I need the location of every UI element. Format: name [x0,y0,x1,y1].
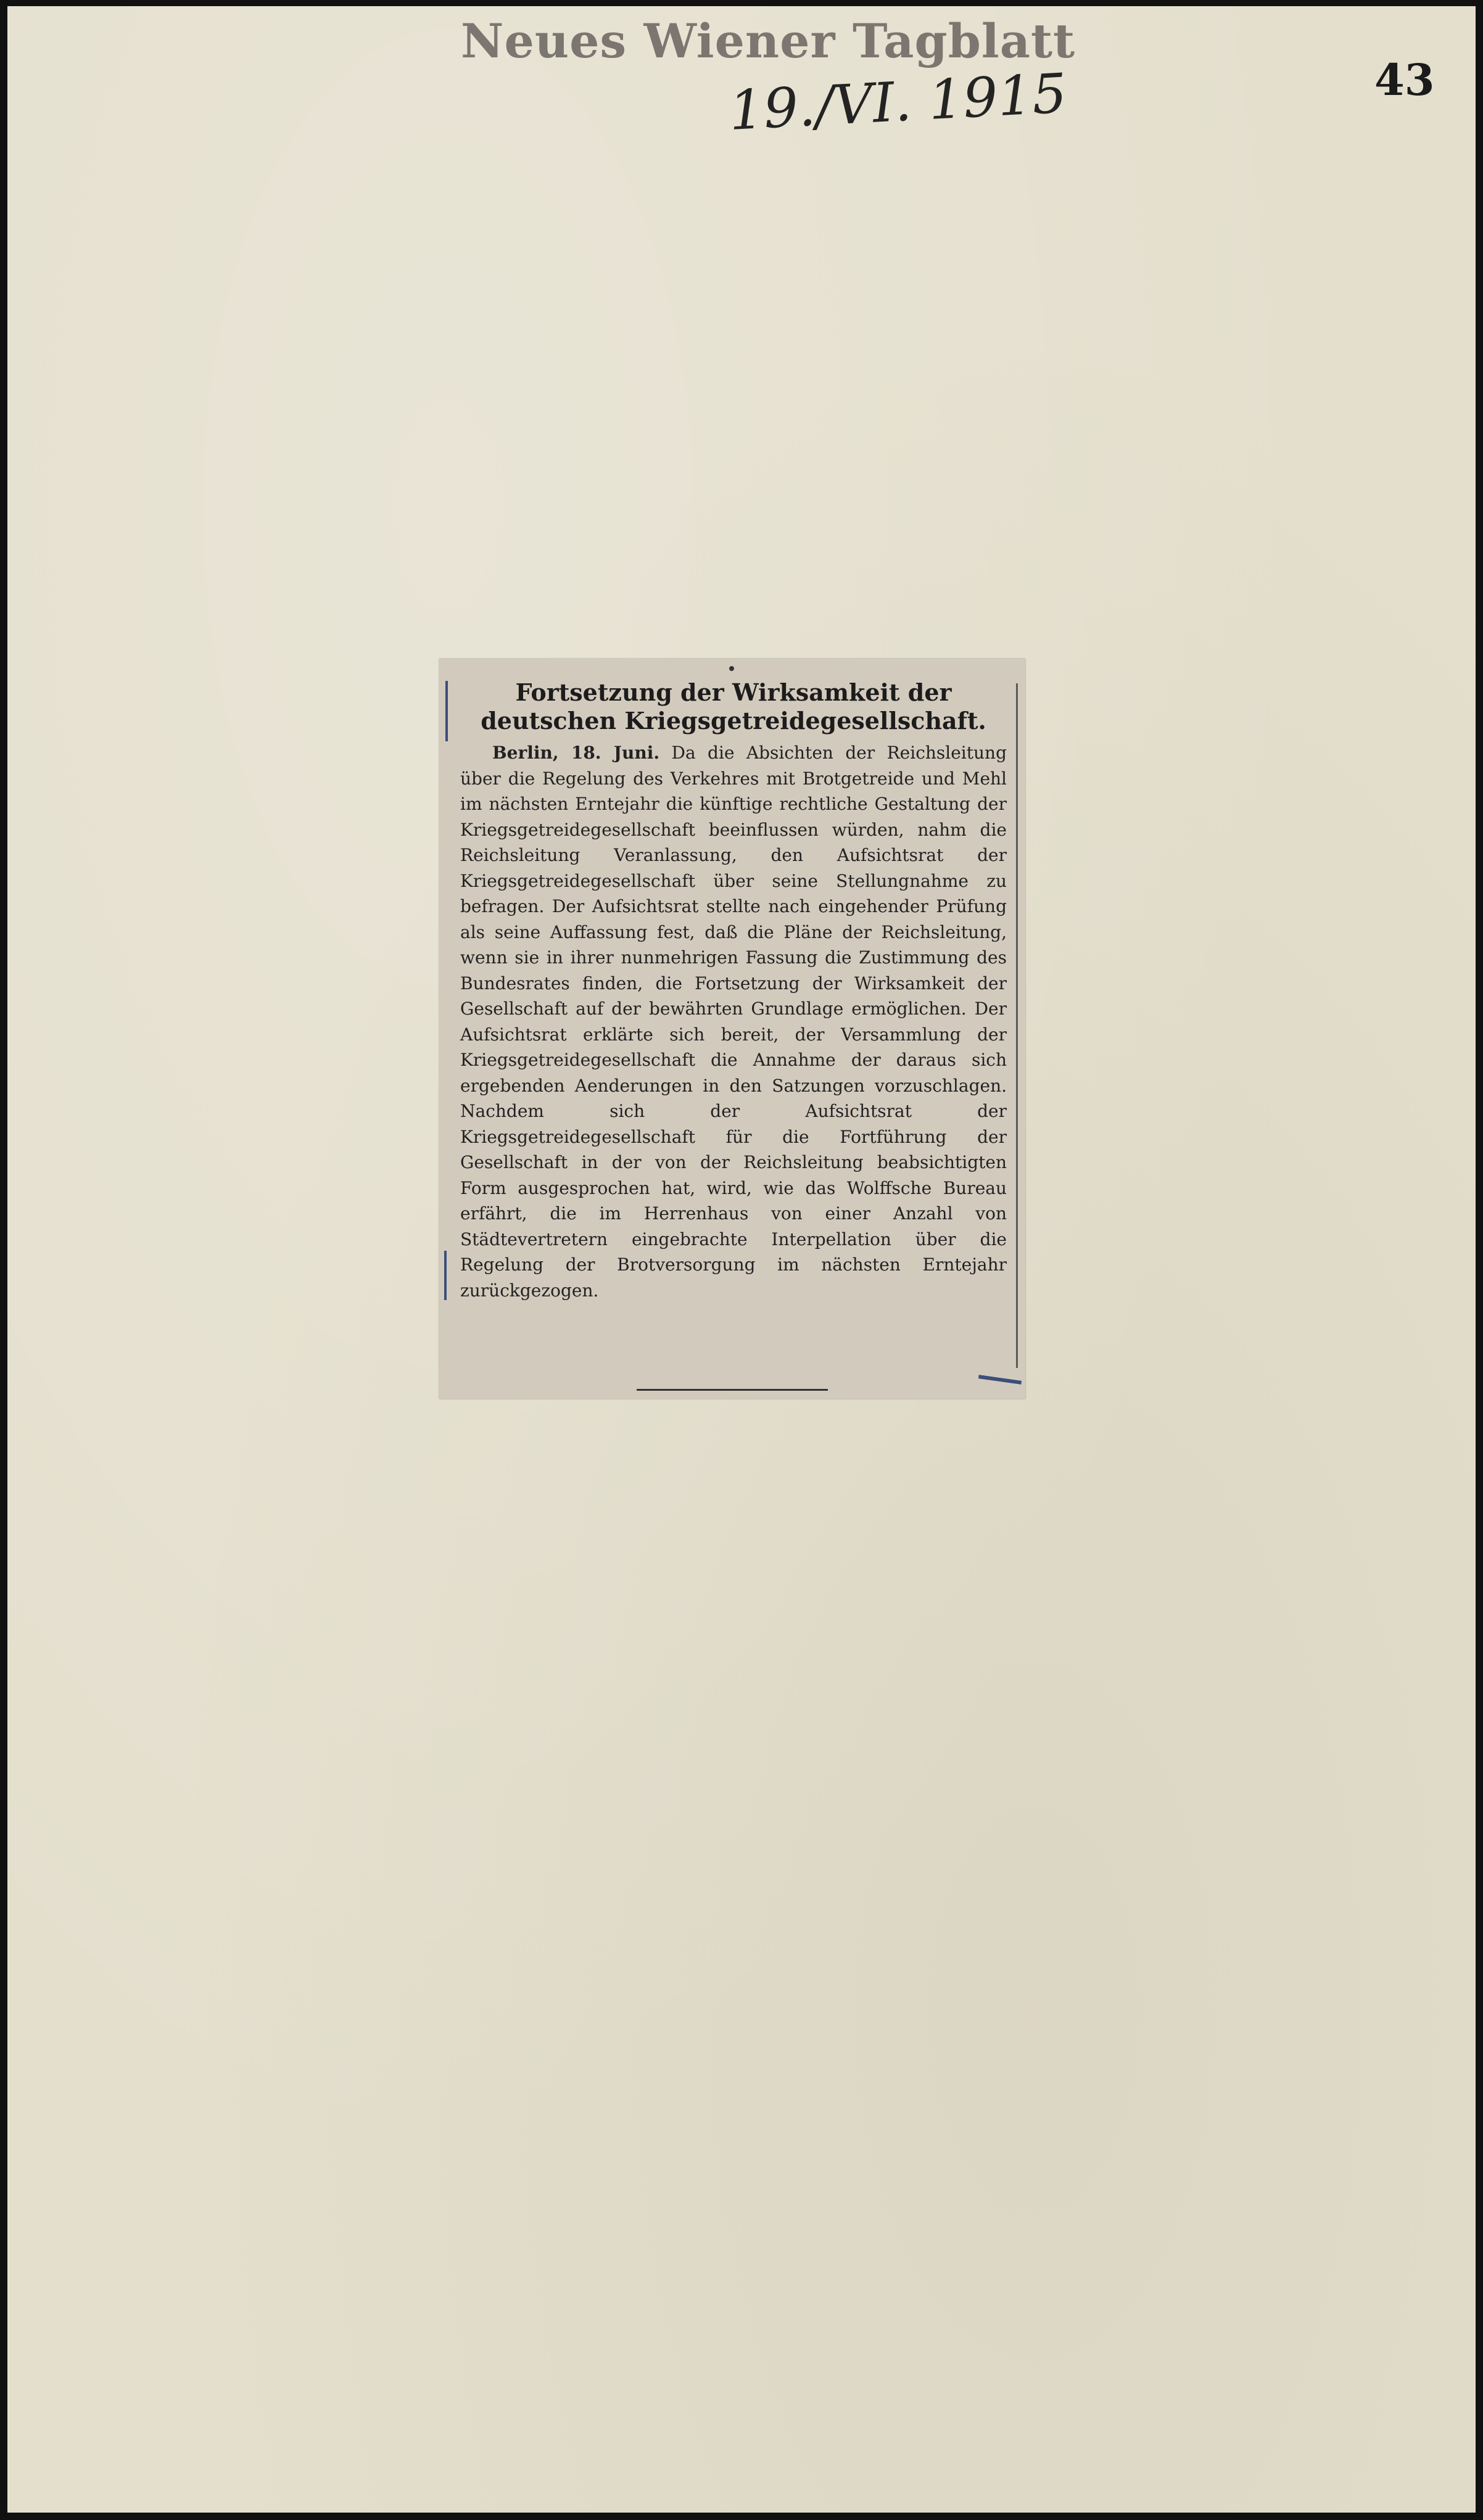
clipping-left-pencil-mark-lower [444,1251,447,1300]
clipping-headline: Fortsetzung der Wirksamkeit der deutschen Kriegsgetreidegesellschaft. [481,678,986,735]
clipping-dateline: Berlin, 18. Juni. [492,743,660,763]
handwritten-date: 19./VI. 1915 [727,61,1068,142]
clipping-left-pencil-mark [445,681,448,741]
newspaper-stamp: Neues Wiener Tagblatt [461,14,1076,68]
clipping-end-rule [637,1389,828,1391]
clipping-bottom-pencil-mark [978,1375,1022,1385]
clipping-dot-mark [729,666,734,671]
clipping-body-text: Da die Absichten der Reichsleitung über die Regelung des Verkehres mit Brotgetreide und Mehl im nächsten Erntejahr die künftige rechtliche Gestaltung der Kriegsgetreidegesellschaft beeinflussen würden, nahm die Reichsleitung Veranlassung, den Aufsichtsrat der Kriegsgetreidegesellschaft über seine Stellungnahme zu befragen. Der Aufsichtsrat stellte nach eingehender Prüfung als seine Auffassung fest, daß die Pläne der Reichsleitung, wenn sie in ihrer nunmehrigen Fassung die Zustimmung des Bundesrates finden, die Fortsetzung der Wirksamkeit der Gesellschaft auf der bewährten Grundlage ermöglichen. Der Aufsichtsrat erklärte sich bereit, der Versammlung der Kriegsgetreidegesellschaft die Annahme der daraus sich ergebenden Aenderungen in den Satzungen vorzuschlagen. Nachdem sich der Aufsichtsrat der Kriegsgetreidegesellschaft für die Fortführung der Gesellschaft in der von der Reichsleitung beabsichtigten Form ausgesprochen hat, wird, wie das Wolffsche Bureau erfährt, die im Herrenhaus von einer Anzahl von Städtevertretern eingebrachte Interpellation über die Regelung der Brotversorgung im nächsten Erntejahr zurückgezogen. [460,743,1007,1301]
newspaper-clipping [439,659,1025,1399]
clipping-right-column-rule [1016,683,1018,1368]
clipping-body [460,740,1007,1303]
page-number: 43 [1374,54,1435,105]
archive-sheet [7,6,1476,2513]
